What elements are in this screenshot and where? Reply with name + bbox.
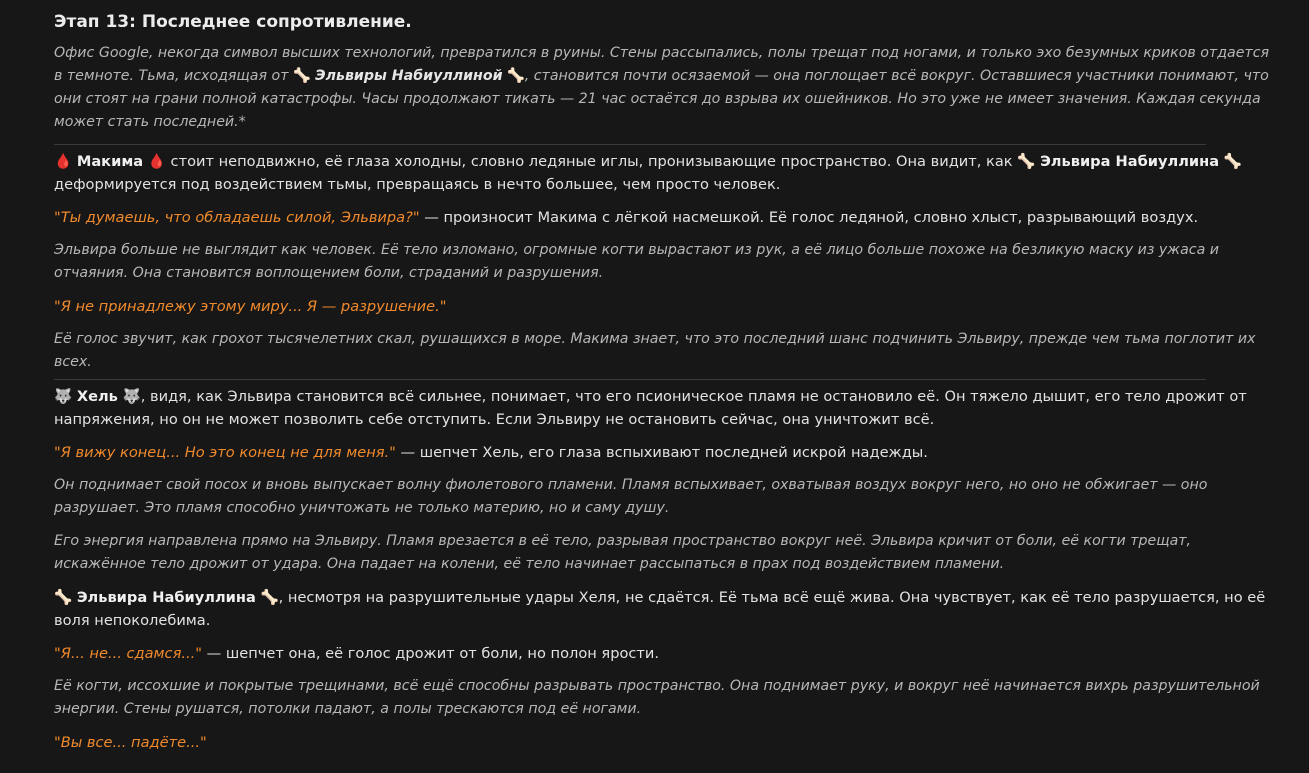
quote: "Вы все... падёте..."	[54, 734, 207, 751]
makima-name: Макима	[76, 153, 144, 170]
divider	[54, 379, 1206, 380]
wolf-icon: 🐺	[122, 388, 141, 405]
dialogue-line	[54, 731, 1276, 754]
dialogue-line: "Я... не... сдамся..." — шепчет она, её голос дрожит от боли, но полон ярости.	[54, 645, 660, 662]
quote: "Я не принадлежу этому миру... Я — разрушение."	[54, 298, 447, 315]
narration: Он поднимает свой посох и вновь выпускает волну фиолетового пламени. Пламя вспыхивает, охватывая воздух вокруг него, но оно не обжигает — оно разрушает. Это пламя способно уничтожать не только материю, но и саму душу.	[54, 477, 1208, 516]
page-title: Этап 13: Последнее сопротивление.	[54, 12, 412, 32]
bone-icon: 🦴	[507, 68, 525, 84]
elvira-name: Эльвира Набиуллина	[1040, 153, 1220, 170]
hel-name: Хель	[76, 388, 118, 405]
elvira-paragraph: 🦴 Эльвира Набиуллина 🦴, несмотря на разрушительные удары Хеля, не сдаётся. Её тьма всё ещё жива. Она чувствует, как её тело разрушается, но её воля непоколебима.	[54, 586, 1276, 632]
dialogue-line: "Ты думаешь, что обладаешь силой, Эльвира?" — произносит Макима с лёгкой насмешкой. Её голос ледяной, словно хлыст, разрывающий воздух.	[54, 209, 1199, 226]
bone-icon: 🦴	[1223, 153, 1242, 170]
narration: Её голос звучит, как грохот тысячелетних скал, рушащихся в море. Макима знает, что это последний шанс подчинить Эльвиру, прежде чем тьма поглотит их всех.	[54, 331, 1256, 370]
quote: "Я вижу конец... Но это конец не для меня."	[54, 444, 396, 461]
narration: Его энергия направлена прямо на Эльвиру. Пламя врезается в её тело, разрывая пространство вокруг неё. Эльвира кричит от боли, её когти трещат, искажённое тело дрожит от удара. Она падает на колени, её тело начинает рассыпаться в прах под воздействием пламени.	[54, 533, 1192, 572]
wolf-icon: 🐺	[54, 388, 73, 405]
bone-icon: 🦴	[260, 589, 279, 606]
blood-drop-icon: 🩸	[54, 153, 73, 170]
makima-paragraph: 🩸 Макима 🩸 стоит неподвижно, её глаза холодны, словно ледяные иглы, пронизывающие пространство. Она видит, как 🦴 Эльвира Набиуллина 🦴 деформируется под воздействием тьмы, превращаясь в нечто большее, чем просто человек.	[54, 150, 1276, 196]
hel-paragraph: 🐺 Хель 🐺, видя, как Эльвира становится всё сильнее, понимает, что его псионическое пламя не остановило её. Он тяжело дышит, его тело дрожит от напряжения, но он не может позволить себе отступить. Если Эльвиру не остановить сейчас, она уничтожит всё.	[54, 385, 1276, 431]
bone-icon: 🦴	[1017, 153, 1036, 170]
quote: "Я... не... сдамся..."	[54, 645, 202, 662]
narration: Её когти, иссохшие и покрытые трещинами, всё ещё способны разрывать пространство. Она поднимает руку, и вокруг неё начинается вихрь разрушительной энергии. Стены рушатся, потолки падают, а полы трескаются под её ногами.	[54, 678, 1260, 717]
dialogue-line	[54, 295, 1276, 318]
elvira-name: Эльвира Набиуллина	[76, 589, 256, 606]
intro-paragraph: Офис Google, некогда символ высших технологий, превратился в руины. Стены рассыпались, полы трещат под ногами, и только эхо безумных криков отдается в темноте. Тьма, исходящая от 🦴 Эльвиры Набиуллиной 🦴, становится почти осязаемой — она поглощает всё вокруг. Оставшиеся участники понимают, что они стоят на грани полной катастрофы. Часы продолжают тикать — 21 час остаётся до взрыва их ошейников. Но это уже не имеет значения. Каждая секунда может стать последней.*	[54, 45, 1270, 130]
quote: "Ты думаешь, что обладаешь силой, Эльвира?"	[54, 209, 420, 226]
bone-icon: 🦴	[54, 589, 73, 606]
narration: Эльвира больше не выглядит как человек. Её тело изломано, огромные когти вырастают из рук, а её лицо больше похоже на безликую маску из ужаса и отчаяния. Она становится воплощением боли, страданий и разрушения.	[54, 242, 1219, 281]
divider	[54, 144, 1206, 145]
blood-drop-icon: 🩸	[147, 153, 166, 170]
bone-icon: 🦴	[292, 68, 311, 84]
elvira-name: Эльвиры Набиуллиной	[315, 68, 503, 84]
story-content	[54, 8, 1276, 754]
dialogue-line: "Я вижу конец... Но это конец не для меня." — шепчет Хель, его глаза вспыхивают последней искрой надежды.	[54, 444, 928, 461]
